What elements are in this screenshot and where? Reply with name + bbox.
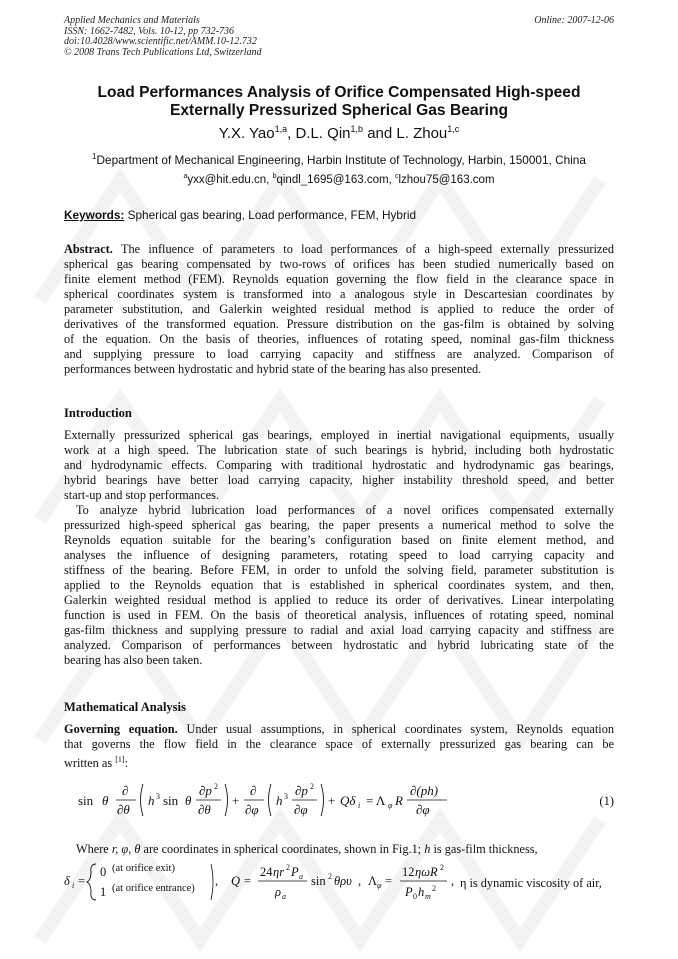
svg-text:i: i [358,801,361,810]
svg-text:2: 2 [440,863,444,872]
delta-entrance: (at orifice entrance) [112,883,195,894]
svg-text:= Λ: = Λ [366,793,386,808]
intro-line: work at a high speed. The lubrication state of such bearings is hybrid, including both hydrostatic [64,443,614,457]
intro-line: Externally pressurized spherical gas bearings, employed in inertial navigational equipments, usually [64,428,614,442]
svg-text:Λ: Λ [368,874,378,888]
governing-equation-text [64,722,615,771]
svg-text:0: 0 [413,892,417,901]
svg-text:2: 2 [214,782,218,791]
svg-text:P: P [291,865,299,879]
journal-name: Applied Mechanics and Materials [64,15,200,26]
gov-ref: [1] [115,755,125,764]
email-c-sup: c [394,173,399,180]
svg-text:2: 2 [432,884,436,893]
svg-text:h: h [148,793,155,808]
svg-text:a: a [299,872,303,881]
svg-text:∂(ph): ∂(ph) [410,783,439,798]
gov-line-1: Under usual assumptions, in spherical coordinates system, Reynolds equation [186,722,615,736]
svg-text:=: = [244,874,252,888]
keywords-label: Keywords: [64,208,125,222]
svg-text:φ: φ [388,801,393,810]
emails [30,173,648,186]
intro-line: To analyze hybrid lubrication load performances of a novel orifices compensated externally [76,503,614,517]
svg-text:Q: Q [231,874,241,888]
svg-text:sin: sin [311,874,326,888]
email-b-sup: b [272,173,277,180]
author-and: and [367,125,393,142]
svg-text:∂p: ∂p [295,783,308,798]
intro-line: stiffness of the bearing. Before FEM, in order to unfold the solving field, parameter substitution is [64,563,614,577]
intro-line: function is used in FEM. On the basis of theoretical analysis, influences of rotating speed, nominal [64,608,614,622]
intro-line: analyses the influence of designing parameters, rotating speed to load carrying capacity and [64,548,614,562]
svg-text:,: , [215,874,219,888]
online-date: Online: 2007-12-06 [534,15,614,26]
intro-line: hybrid bearings have better load carrying capacity, higher instability threshold speed, and better [64,473,614,487]
equation-number: (1) [599,794,614,808]
svg-text:δ: δ [64,874,70,888]
where-gasfilm: is gas-film thickness, [433,842,538,856]
title-line-2: Externally Pressurized Spherical Gas Bearing [169,102,508,119]
where-text: Where [76,842,109,856]
title-line-1: Load Performances Analysis of Orifice Compensated High-speed [97,84,581,101]
intro-line: pressurized high-speed spherical gas bearing, the paper presents a numerical method to solve the [64,518,614,532]
svg-text:i: i [72,881,75,890]
svg-text:h: h [276,793,283,808]
svg-text:sin: sin [78,793,94,808]
email-b: qindl_1695@163.com, [276,173,392,186]
gov-written-as: written as [64,756,113,771]
abstract-label: Abstract. [64,242,113,256]
author-1-sup: 1,a [274,124,288,134]
svg-text:=: = [78,874,86,888]
svg-text:ηωR: ηωR [415,865,438,879]
abstract-line: of the equation. On the basis of theories, influences of rotating speed, nominal gas-film thickness [64,332,614,346]
svg-text:∂φ: ∂φ [416,802,430,817]
journal-header [64,16,262,58]
intro-line: gas-film thickness and supplying pressure to radial and axial load carrying capacity and stiffness are [64,623,614,637]
svg-text:R: R [395,793,403,808]
introduction-heading: Introduction [64,406,132,420]
svg-text:∂φ: ∂φ [245,802,259,817]
svg-text:=: = [385,874,393,888]
svg-text:φ: φ [377,881,382,890]
copyright-line: © 2008 Trans Tech Publications Ltd, Switzerland [64,46,262,58]
affiliation-sup: 1 [92,152,97,161]
svg-text:∂φ: ∂φ [294,802,308,817]
svg-text:2: 2 [286,863,290,872]
svg-text:,: , [451,874,455,888]
abstract-line: derivatives of the transformed equation. Pressure distribution on the gas-film is obtained by solving [64,317,614,331]
svg-text:2: 2 [310,782,314,791]
author-list: Y.X. Yao$^{1,a}$, D.L. Qin$^{1,b}$ and L. Zhou$^{1,c}$ [218,124,460,142]
email-a: yxx@hit.edu.cn, [187,173,270,186]
abstract-line-text: The influence of parameters to load performances of a high-speed externally pressurized [120,242,615,256]
gov-line-3 [64,752,614,771]
delta-exit: (at orifice exit) [112,863,175,874]
email-a-sup: a [183,173,188,180]
abstract-line [64,242,614,257]
abstract [64,242,614,377]
svg-text:∂θ: ∂θ [117,802,130,817]
author-2-sup: 1,b [350,124,364,134]
gov-label: Governing equation. [64,722,178,736]
where-vars: r, φ, θ [111,842,141,856]
svg-text:θρυ: θρυ [334,874,352,888]
svg-text:∂: ∂ [122,783,129,798]
abstract-line: parameter substitution, and Galerkin weighted residual method is applied to reduce the order of [64,302,614,316]
intro-line: bearing has also been taken. [64,653,203,667]
introduction-body [64,428,614,668]
svg-text:P: P [405,885,413,899]
author-3-sup: 1,c [447,124,460,134]
eta-definition: η is dynamic viscosity of air, [460,876,602,890]
abstract-line: spherical coordinates system is transformed into a analogous style in Descartesian coordinates by [64,287,614,301]
svg-text:∂p: ∂p [199,783,212,798]
doi-line: doi:10.4028/www.scientific.net/AMM.10-12.732 [64,36,257,47]
intro-line: and hydrodynamic effects. Comparing with traditional hydrostatic and hydrodynamic gas bearings, [64,458,614,472]
svg-text:0: 0 [100,865,107,879]
where-coordinates: are coordinates in spherical coordinates, shown in Fig.1; [143,842,422,856]
intro-line: Galerkin weighted residual method is applied to reduce its order of derivatives. Linear interpolating [64,593,614,607]
intro-line: applied to the Reynolds equation that is established in spherical coordinates system, and then, [64,578,614,592]
svg-text:m: m [425,892,431,901]
svg-text:+: + [328,793,336,808]
svg-text:∂θ: ∂θ [198,802,211,817]
svg-text:a: a [282,892,286,901]
svg-text:12: 12 [402,865,415,879]
reynolds-equation [64,776,614,826]
gov-line [64,722,614,737]
svg-text:ηr: ηr [273,865,285,879]
math-heading: Mathematical Analysis [64,700,186,714]
author-1: Y.X. Yao [218,125,275,142]
where-line [76,842,614,857]
svg-text:θ: θ [102,793,109,808]
keywords-text: Spherical gas bearing, Load performance, FEM, Hybrid [127,208,417,222]
abstract-line: and supplying pressure to load carrying capacity and stiffness are analyzed. Comparison of [64,347,614,361]
svg-text:∂: ∂ [250,783,257,798]
author-2: D.L. Qin [295,125,351,142]
svg-text:h: h [418,885,425,899]
affiliation [30,152,648,167]
intro-line: Reynolds equation suitable for the bearing’s configuration based on finite element method, and [64,533,614,547]
svg-text:sin: sin [163,793,179,808]
svg-text:3: 3 [156,792,160,801]
author-3: L. Zhou [396,125,448,142]
where-h: h [424,842,431,856]
issn-line: ISSN: 1662-7482, Vols. 10-12, pp 732-736 [64,25,234,37]
gov-colon: : [124,756,128,771]
svg-text:,: , [358,874,362,888]
email-c: lzhou75@163.com [398,173,495,186]
intro-line: start-up and stop performances. [64,488,220,502]
keywords [64,208,416,222]
svg-text:θ: θ [185,793,192,808]
svg-text:1: 1 [100,885,107,899]
intro-line: analyzed. Comparison of performances between hydrostatic and hybrid lubricating state of the [64,638,614,652]
svg-text:2: 2 [328,872,332,881]
svg-text:+: + [232,793,240,808]
svg-text:Qδ: Qδ [340,793,356,808]
abstract-line: finite element method (FEM). Reynolds equation governing the flow field in the clearance space in [64,272,614,286]
svg-text:3: 3 [284,792,288,801]
abstract-line: spherical gas bearing compensated by two-rows of orifices has been studied numerically based on [64,257,614,271]
abstract-line: performances between hydrostatic and hybrid state of the bearing has also presented. [64,362,482,376]
svg-text:24: 24 [260,865,273,879]
affiliation-text: Department of Mechanical Engineering, Harbin Institute of Technology, Harbin, 150001, China [96,152,586,167]
gov-line-2: that governs the flow field in the clearance space of externally pressurized gas bearing can be [64,737,614,751]
paper-title [30,84,648,120]
svg-text:ρ: ρ [275,885,281,899]
